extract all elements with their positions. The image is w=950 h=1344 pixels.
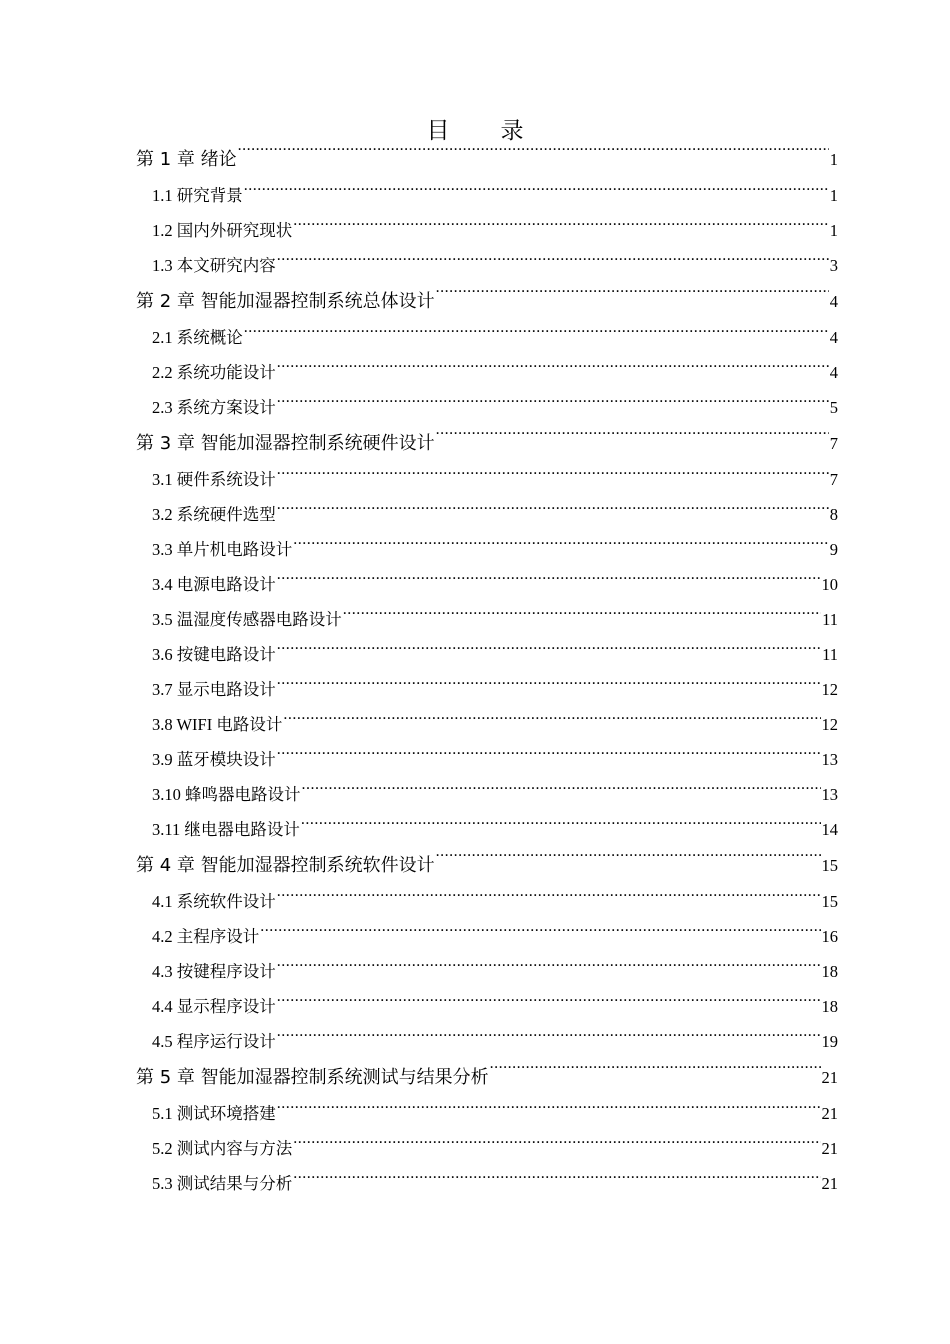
toc-chapter-entry[interactable]	[136, 425, 838, 462]
toc-entry-label: 第 2 章 智能加湿器控制系统总体设计	[136, 291, 435, 312]
toc-entry-page-number: 11	[822, 610, 838, 629]
toc-entry-page-number: 21	[821, 1104, 838, 1123]
toc-entry-label: 2.3 系统方案设计	[152, 398, 276, 417]
toc-entry-page-number: 12	[821, 715, 838, 734]
toc-chapter-entry[interactable]	[136, 1059, 838, 1096]
toc-entry-page-number: 1	[829, 150, 838, 169]
toc-entry-page-number: 5	[829, 398, 838, 417]
toc-section-entry[interactable]	[136, 178, 838, 213]
dot-leader	[277, 644, 821, 661]
dot-leader	[277, 996, 821, 1013]
toc-entry-label: 4.5 程序运行设计	[152, 1032, 276, 1051]
toc-entry-label: 5.1 测试环境搭建	[152, 1104, 276, 1123]
toc-entry-label: 3.9 蓝牙模块设计	[152, 750, 276, 769]
dot-leader	[277, 469, 829, 486]
toc-entry-page-number: 16	[821, 927, 838, 946]
dot-leader	[260, 926, 820, 943]
toc-entry-label: 3.11 继电器电路设计	[152, 820, 300, 839]
dot-leader	[283, 714, 820, 731]
toc-entry-label: 第 1 章 绪论	[136, 149, 237, 170]
toc-entry-page-number: 11	[822, 645, 838, 664]
toc-entry-label: 3.7 显示电路设计	[152, 680, 276, 699]
toc-entry-label: 3.3 单片机电路设计	[152, 540, 293, 559]
toc-entry-page-number: 4	[829, 328, 838, 347]
dot-leader	[244, 327, 829, 344]
toc-section-entry[interactable]	[136, 532, 838, 567]
toc-section-entry[interactable]	[136, 1096, 838, 1131]
toc-section-entry[interactable]	[136, 812, 838, 847]
toc-entry-page-number: 10	[821, 575, 838, 594]
toc-entry-label: 5.2 测试内容与方法	[152, 1139, 293, 1158]
toc-entry-page-number: 15	[821, 892, 838, 911]
toc-entry-label: 3.4 电源电路设计	[152, 575, 276, 594]
toc-entry-page-number: 21	[821, 1139, 838, 1158]
toc-section-entry[interactable]	[136, 248, 838, 283]
toc-entry-label: 5.3 测试结果与分析	[152, 1174, 293, 1193]
toc-entry-page-number: 8	[829, 505, 838, 524]
toc-entry-page-number: 13	[821, 785, 838, 804]
dot-leader	[293, 1173, 820, 1190]
toc-entry-label: 3.2 系统硬件选型	[152, 505, 276, 524]
dot-leader	[277, 749, 821, 766]
dot-leader	[293, 539, 829, 556]
dot-leader	[277, 1031, 821, 1048]
dot-leader	[277, 255, 829, 272]
toc-entry-page-number: 7	[829, 434, 838, 453]
toc-section-entry[interactable]	[136, 462, 838, 497]
dot-leader	[343, 609, 821, 626]
toc-section-entry[interactable]	[136, 989, 838, 1024]
toc-entry-label: 4.1 系统软件设计	[152, 892, 276, 911]
dot-leader	[302, 784, 821, 801]
toc-entry-page-number: 9	[829, 540, 838, 559]
table-of-contents	[136, 141, 838, 1201]
toc-section-entry[interactable]	[136, 919, 838, 954]
toc-section-entry[interactable]	[136, 213, 838, 248]
toc-entry-page-number: 3	[829, 256, 838, 275]
toc-section-entry[interactable]	[136, 355, 838, 390]
toc-section-entry[interactable]	[136, 567, 838, 602]
toc-section-entry[interactable]	[136, 672, 838, 707]
toc-chapter-entry[interactable]	[136, 283, 838, 320]
toc-entry-page-number: 12	[821, 680, 838, 699]
toc-entry-label: 第 5 章 智能加湿器控制系统测试与结果分析	[136, 1067, 489, 1088]
toc-entry-page-number: 1	[829, 186, 838, 205]
dot-leader	[277, 397, 829, 414]
toc-entry-page-number: 21	[821, 1174, 838, 1193]
toc-section-entry[interactable]	[136, 320, 838, 355]
toc-entry-label: 3.1 硬件系统设计	[152, 470, 276, 489]
toc-entry-page-number: 19	[821, 1032, 838, 1051]
dot-leader	[293, 1138, 820, 1155]
toc-section-entry[interactable]	[136, 602, 838, 637]
toc-entry-page-number: 18	[821, 997, 838, 1016]
toc-entry-label: 4.2 主程序设计	[152, 927, 260, 946]
toc-entry-label: 2.2 系统功能设计	[152, 363, 276, 382]
toc-entry-label: 1.3 本文研究内容	[152, 256, 276, 275]
toc-entry-label: 1.1 研究背景	[152, 186, 243, 205]
toc-entry-label: 2.1 系统概论	[152, 328, 243, 347]
dot-leader	[277, 574, 821, 591]
toc-section-entry[interactable]	[136, 777, 838, 812]
dot-leader	[436, 853, 821, 871]
toc-entry-page-number: 7	[829, 470, 838, 489]
dot-leader	[490, 1065, 821, 1083]
toc-section-entry[interactable]	[136, 1131, 838, 1166]
toc-entry-page-number: 4	[829, 292, 838, 311]
toc-section-entry[interactable]	[136, 884, 838, 919]
toc-entry-label: 第 4 章 智能加湿器控制系统软件设计	[136, 855, 435, 876]
toc-title: 目 录	[426, 118, 538, 144]
dot-leader	[244, 185, 829, 202]
toc-entry-page-number: 13	[821, 750, 838, 769]
dot-leader	[277, 362, 829, 379]
toc-entry-page-number: 15	[821, 856, 838, 875]
toc-entry-page-number: 1	[829, 221, 838, 240]
toc-section-entry[interactable]	[136, 954, 838, 989]
toc-entry-page-number: 14	[821, 820, 838, 839]
toc-section-entry[interactable]	[136, 1024, 838, 1059]
dot-leader	[277, 504, 829, 521]
toc-section-entry[interactable]	[136, 707, 838, 742]
dot-leader	[436, 289, 829, 307]
toc-section-entry[interactable]	[136, 637, 838, 672]
dot-leader	[293, 220, 829, 237]
toc-entry-page-number: 18	[821, 962, 838, 981]
dot-leader	[238, 147, 829, 165]
toc-entry-page-number: 21	[821, 1068, 838, 1087]
toc-entry-label: 4.3 按键程序设计	[152, 962, 276, 981]
dot-leader	[277, 961, 821, 978]
dot-leader	[301, 819, 821, 836]
dot-leader	[277, 1103, 821, 1120]
toc-entry-label: 3.8 WIFI 电路设计	[152, 715, 283, 734]
toc-entry-label: 3.6 按键电路设计	[152, 645, 276, 664]
toc-entry-page-number: 4	[829, 363, 838, 382]
toc-chapter-entry[interactable]	[136, 141, 838, 178]
toc-chapter-entry[interactable]	[136, 847, 838, 884]
dot-leader	[277, 891, 821, 908]
toc-section-entry[interactable]	[136, 390, 838, 425]
toc-entry-label: 1.2 国内外研究现状	[152, 221, 293, 240]
toc-section-entry[interactable]	[136, 742, 838, 777]
dot-leader	[277, 679, 821, 696]
toc-section-entry[interactable]	[136, 497, 838, 532]
toc-entry-label: 第 3 章 智能加湿器控制系统硬件设计	[136, 433, 435, 454]
toc-entry-label: 3.10 蜂鸣器电路设计	[152, 785, 301, 804]
toc-entry-label: 4.4 显示程序设计	[152, 997, 276, 1016]
dot-leader	[436, 431, 829, 449]
toc-section-entry[interactable]	[136, 1166, 838, 1201]
toc-entry-label: 3.5 温湿度传感器电路设计	[152, 610, 342, 629]
